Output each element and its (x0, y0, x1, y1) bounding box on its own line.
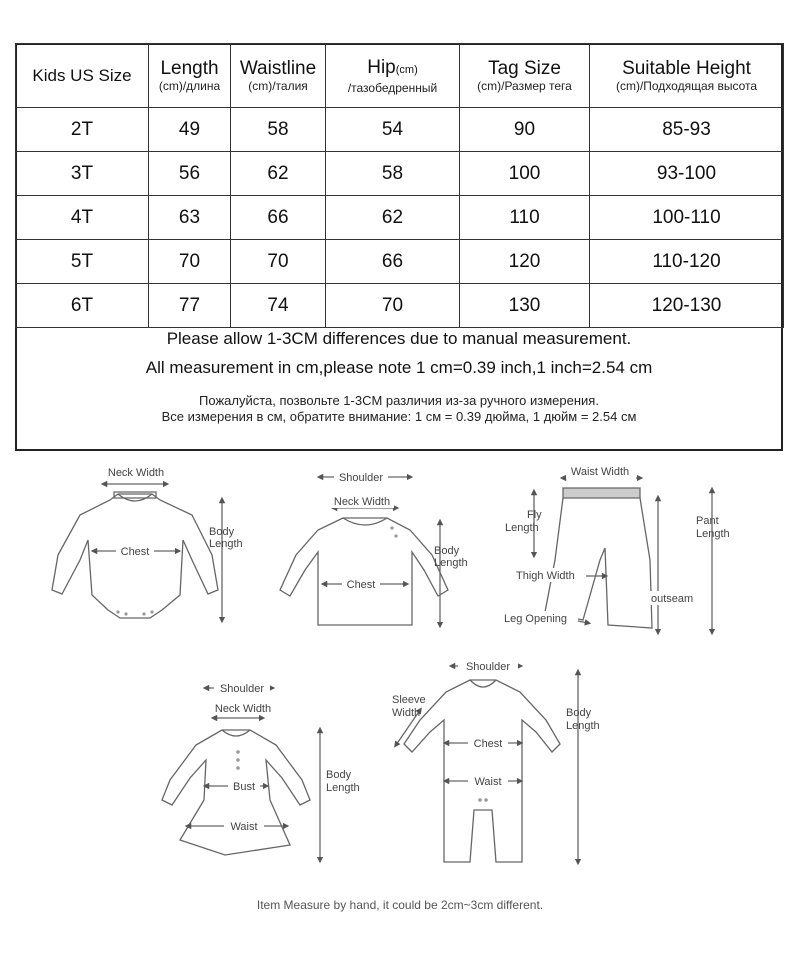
table-row (16, 152, 784, 196)
pants-diagram (534, 478, 712, 632)
table-cell: 100 (460, 152, 590, 196)
table-cell: 120 (460, 240, 590, 284)
pants-waist-label: Waist Width (570, 466, 630, 478)
table-cell: 130 (460, 284, 590, 328)
table-cell: 66 (326, 240, 460, 284)
header-cell (231, 44, 326, 108)
table-cell: 58 (231, 108, 326, 152)
shirt-length-label: Length (434, 557, 468, 569)
header-sub: (cm)/Подходящая высота (615, 79, 758, 93)
table-cell: 70 (231, 240, 326, 284)
table-cell: 100-110 (590, 196, 784, 240)
table-row (16, 196, 784, 240)
note-unit-conversion: All measurement in cm,please note 1 cm=0.39 inch,1 inch=2.54 cm (145, 358, 653, 377)
header-cell (149, 44, 231, 108)
table-cell: 58 (326, 152, 460, 196)
header-sub: /тазобедренный (347, 80, 438, 95)
note-russian (17, 393, 781, 425)
header-sub: (cm)/Размер тега (477, 79, 572, 93)
pants-leg-label: Leg Opening (504, 613, 567, 625)
dress-body-label: Body (326, 769, 352, 781)
table-cell: 6T (16, 284, 149, 328)
shirt-shoulder-label: Shoulder (338, 472, 384, 484)
romper-shoulder-label: Shoulder (465, 661, 511, 673)
romper-sleeve-width-label: Width (392, 707, 421, 719)
bodysuit-neck-label: Neck Width (107, 467, 165, 479)
header-main: Tag Size (488, 58, 561, 79)
table-cell: 85-93 (590, 108, 784, 152)
header-unit: (cm) (395, 63, 418, 76)
header-main: Length (160, 58, 219, 79)
dress-waist-label: Waist (230, 821, 258, 833)
table-cell: 77 (149, 284, 231, 328)
pants-thigh-label: Thigh Width (516, 570, 575, 582)
table-cell: 56 (149, 152, 231, 196)
table-cell: 110 (460, 196, 590, 240)
table-cell: 5T (16, 240, 149, 284)
table-row (16, 240, 784, 284)
table-cell: 54 (326, 108, 460, 152)
footer-note: Item Measure by hand, it could be 2cm~3cm different. (256, 898, 544, 912)
table-cell: 90 (460, 108, 590, 152)
table-cell: 120-130 (590, 284, 784, 328)
bodysuit-length-label: Length (209, 538, 243, 550)
table-cell: 49 (149, 108, 231, 152)
note-manual-measurement: Please allow 1-3CM differences due to manual measurement. (166, 329, 632, 348)
table-cell: 4T (16, 196, 149, 240)
pants-pant-label: Pant (696, 515, 719, 527)
table-header-row (16, 44, 784, 108)
pants-outseam-label: outseam (651, 593, 694, 605)
header-sub: (cm)/длина (158, 79, 221, 93)
romper-waist-label: Waist (474, 776, 502, 788)
header-cell (326, 44, 460, 108)
shirt-neck-label: Neck Width (333, 496, 391, 508)
size-table (15, 43, 784, 328)
table-cell: 70 (149, 240, 231, 284)
pants-length-label: Length (696, 528, 730, 540)
header-cell (16, 44, 149, 108)
header-main-text: Hip (367, 56, 396, 78)
shirt-body-label: Body (434, 545, 460, 557)
bodysuit-body-label: Body (209, 526, 235, 538)
romper-chest-label: Chest (473, 738, 503, 750)
dress-shoulder-label: Shoulder (219, 683, 265, 695)
measurement-notes (17, 320, 781, 449)
header-cell (590, 44, 784, 108)
pants-fly-label: Fly (527, 509, 542, 521)
note-russian-line1: Пожалуйста, позвольте 1-3CM различия из-за ручного измерения. (199, 393, 599, 408)
table-cell: 62 (231, 152, 326, 196)
table-cell: 74 (231, 284, 326, 328)
measurement-diagrams (0, 452, 800, 966)
header-main: Kids US Size (32, 65, 132, 85)
table-cell: 3T (16, 152, 149, 196)
header-main: Suitable Height (622, 58, 751, 79)
header-main: Waistline (239, 58, 317, 79)
dress-neck-label: Neck Width (214, 703, 272, 715)
table-cell: 2T (16, 108, 149, 152)
shirt-chest-label: Chest (346, 579, 376, 591)
romper-body-label: Body (566, 707, 592, 719)
table-cell: 70 (326, 284, 460, 328)
diagram-labels (104, 465, 730, 833)
header-sub: (cm)/талия (248, 79, 308, 93)
dress-length-label: Length (326, 782, 360, 794)
header-main (326, 57, 459, 81)
table-cell: 62 (326, 196, 460, 240)
table-cell: 93-100 (590, 152, 784, 196)
romper-sleeve-label: Sleeve (392, 694, 426, 706)
table-row (16, 108, 784, 152)
header-cell (460, 44, 590, 108)
romper-length-label: Length (566, 720, 600, 732)
dress-bust-label: Bust (232, 781, 256, 793)
table-cell: 66 (231, 196, 326, 240)
bodysuit-chest-label: Chest (120, 546, 150, 558)
pants-fly-length-label: Length (505, 522, 539, 534)
diagram-canvas (0, 452, 800, 966)
table-cell: 110-120 (590, 240, 784, 284)
table-cell: 63 (149, 196, 231, 240)
note-russian-line2: Все измерения в см, обратите внимание: 1 см = 0.39 дюйма, 1 дюйм = 2.54 см (161, 409, 637, 424)
